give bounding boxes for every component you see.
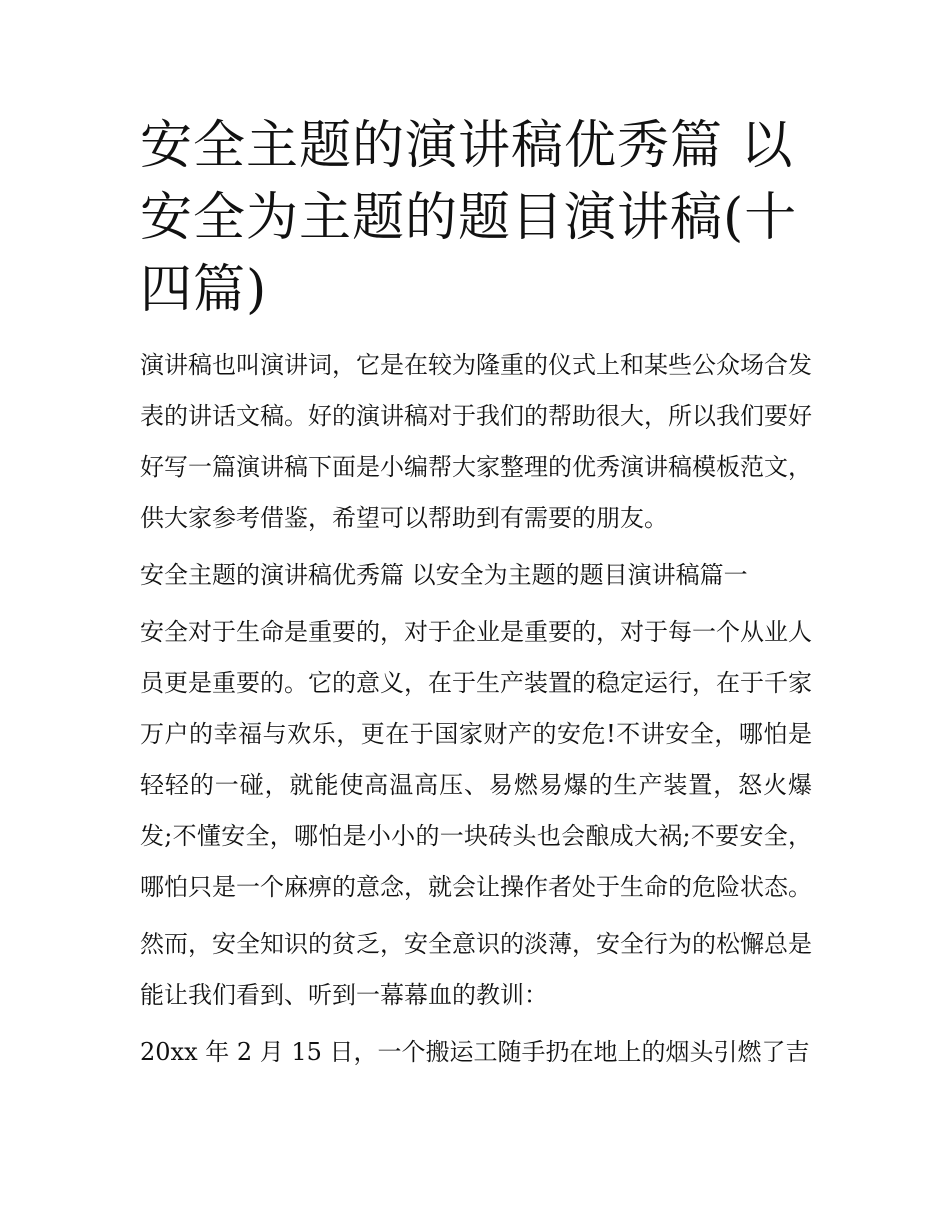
- document-page: [140, 110, 812, 1084]
- document-body: [140, 340, 812, 1078]
- document-title: 安全主题的演讲稿优秀篇 以安全为主题的题目演讲稿(十四篇): [140, 116, 798, 320]
- intro-paragraph: 演讲稿也叫演讲词，它是在较为隆重的仪式上和某些公众场合发表的讲话文稿。好的演讲稿对于我们的帮助很大，所以我们要好好写一篇演讲稿下面是小编帮大家整理的优秀演讲稿模板范文，供大家参考借鉴，希望可以帮助到有需要的朋友。: [140, 351, 812, 532]
- body-paragraph: 然而，安全知识的贫乏，安全意识的淡薄，安全行为的松懈总是能让我们看到、听到一幕幕血的教训：: [140, 930, 812, 1009]
- body-paragraph: 安全对于生命是重要的，对于企业是重要的，对于每一个从业人员更是重要的。它的意义，在于生产装置的稳定运行，在于千家万户的幸福与欢乐，更在于国家财产的安危!不讲安全，哪怕是轻轻的一碰，就能使高温高压、易燃易爆的生产装置，怒火爆发;不懂安全，哪怕是小小的一块砖头也会酿成大祸;不要安全，哪怕只是一个麻痹的意念，就会让操作者处于生命的危险状态。: [140, 618, 812, 901]
- section-heading: 安全主题的演讲稿优秀篇 以安全为主题的题目演讲稿篇一: [140, 561, 748, 589]
- body-paragraph: 20xx 年 2 月 15 日，一个搬运工随手扔在地上的烟头引燃了吉: [140, 1038, 810, 1066]
